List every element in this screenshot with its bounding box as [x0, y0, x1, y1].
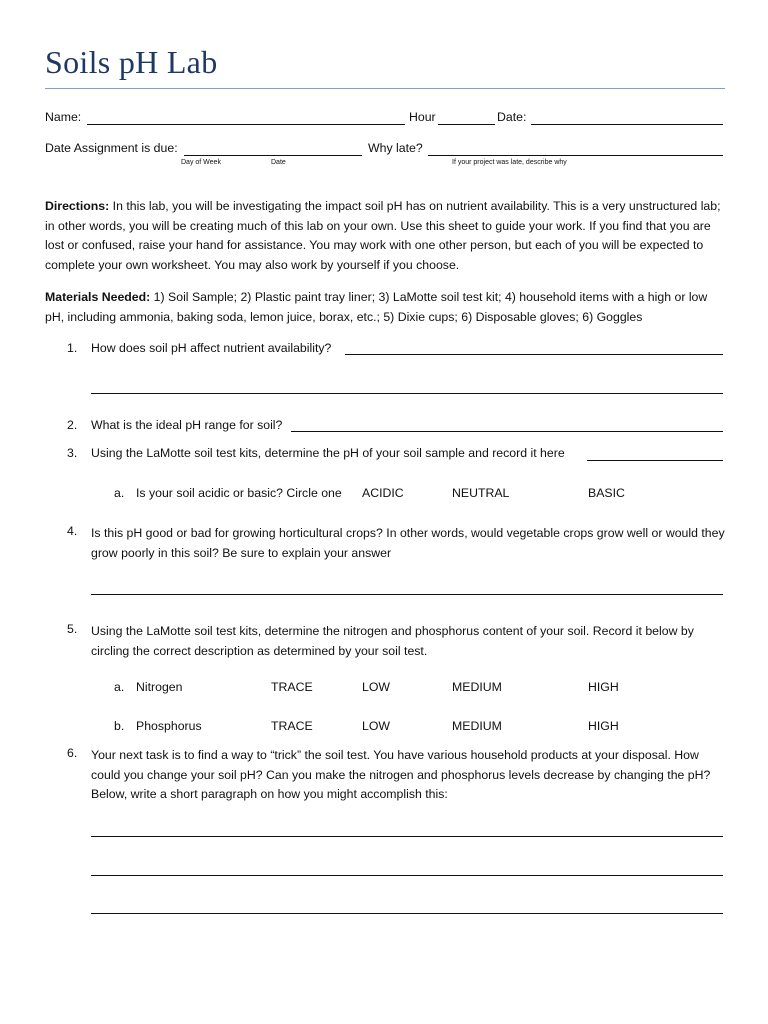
question-4-text: Is this pH good or bad for growing horticultural crops? In other words, would vegetable crops grow well or would they grow poorly in this soil? Be sure to explain your answer [91, 526, 725, 560]
question-6-number: 6. [67, 746, 78, 760]
question-4-answer-line[interactable] [91, 594, 723, 595]
question-4-number: 4. [67, 524, 78, 538]
hour-label: Hour [409, 110, 436, 124]
directions-label: Directions: [45, 199, 110, 213]
nitrogen-option-low[interactable]: LOW [362, 680, 391, 694]
question-1-text: How does soil pH affect nutrient availability? [91, 341, 332, 355]
question-3a-letter: a. [114, 486, 125, 500]
question-2-text: What is the ideal pH range for soil? [91, 418, 283, 432]
question-5-number: 5. [67, 622, 78, 636]
question-6-answer-line-2[interactable] [91, 875, 723, 876]
question-3-number: 3. [67, 446, 78, 460]
phosphorus-option-low[interactable]: LOW [362, 719, 391, 733]
nitrogen-option-high[interactable]: HIGH [588, 680, 619, 694]
question-3-text: Using the LaMotte soil test kits, determine the pH of your soil sample and record it here [91, 446, 565, 460]
name-label: Name: [45, 110, 82, 124]
hour-field[interactable] [438, 124, 495, 125]
question-2-answer-line[interactable] [291, 431, 723, 432]
materials-text: 1) Soil Sample; 2) Plastic paint tray liner; 3) LaMotte soil test kit; 4) household items with a high or low pH, including ammonia, baking soda, lemon juice, borax, etc.; 5) Dixie cups; 6) Disposable gloves; 6) Goggles [45, 290, 708, 324]
directions-paragraph [45, 197, 725, 275]
date-hint: Date [271, 159, 286, 166]
question-3a-text: Is your soil acidic or basic? Circle one [136, 486, 342, 500]
page-title: Soils pH Lab [45, 44, 218, 80]
question-5b-letter: b. [114, 719, 125, 733]
name-field[interactable] [87, 124, 405, 125]
nitrogen-option-medium[interactable]: MEDIUM [452, 680, 502, 694]
question-5a-letter: a. [114, 680, 125, 694]
question-6-answer-line-1[interactable] [91, 836, 723, 837]
date-label: Date: [497, 110, 527, 124]
phosphorus-label: Phosphorus [136, 719, 202, 733]
option-neutral[interactable]: NEUTRAL [452, 486, 510, 500]
directions-text: In this lab, you will be investigating the impact soil pH has on nutrient availability. This is a very unstructured lab; in other words, you will be creating much of this lab on your own. Use this sheet to guide your work. If you find that you are lost or confused, raise your hand for assistance. You may work with one other person, but each of you will be expected to complete your own worksheet. You may also work by yourself if you choose. [45, 199, 721, 272]
materials-label: Materials Needed: [45, 290, 151, 304]
day-of-week-hint: Day of Week [181, 159, 221, 166]
nitrogen-label: Nitrogen [136, 680, 183, 694]
phosphorus-option-high[interactable]: HIGH [588, 719, 619, 733]
question-3-answer-line[interactable] [587, 460, 723, 461]
question-6-text: Your next task is to find a way to “trick” the soil test. You have various household products at your disposal. How could you change your soil pH? Can you make the nitrogen and phosphorus levels decrease by changing the pH? Below, write a short paragraph on how you might accomplish this: [91, 748, 711, 801]
nitrogen-option-trace[interactable]: TRACE [271, 680, 313, 694]
phosphorus-option-trace[interactable]: TRACE [271, 719, 313, 733]
phosphorus-option-medium[interactable]: MEDIUM [452, 719, 502, 733]
materials-paragraph [45, 288, 725, 327]
why-late-field[interactable] [428, 155, 723, 156]
question-1-answer-line-2[interactable] [91, 393, 723, 394]
due-label: Date Assignment is due: [45, 141, 178, 155]
question-1-number: 1. [67, 341, 78, 355]
why-late-label: Why late? [368, 141, 423, 155]
question-2-number: 2. [67, 418, 78, 432]
option-basic[interactable]: BASIC [588, 486, 625, 500]
due-field[interactable] [184, 155, 362, 156]
option-acidic[interactable]: ACIDIC [362, 486, 404, 500]
date-field[interactable] [531, 124, 723, 125]
question-1-answer-line[interactable] [345, 354, 723, 355]
question-6-answer-line-3[interactable] [91, 913, 723, 914]
title-divider [45, 88, 725, 89]
late-reason-hint: If your project was late, describe why [452, 159, 567, 166]
question-5-text: Using the LaMotte soil test kits, determine the nitrogen and phosphorus content of your soil. Record it below by circling the correct description as determined by your soil test. [91, 624, 694, 658]
